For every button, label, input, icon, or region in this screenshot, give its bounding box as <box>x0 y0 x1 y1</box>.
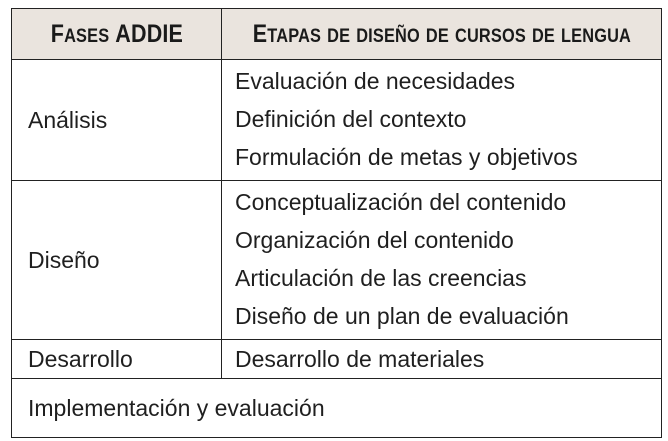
addie-phases-table <box>11 8 662 438</box>
stage-item: Definición del contexto <box>235 106 467 132</box>
stage-item: Articulación de las creencias <box>235 265 527 291</box>
stage-item: Diseño de un plan de evaluación <box>235 303 569 329</box>
stages-desarrollo <box>222 340 662 379</box>
stage-item: Organización del contenido <box>235 227 514 253</box>
stage-item: Evaluación de necesidades <box>235 68 516 94</box>
table-row-implementacion <box>12 379 662 438</box>
table-row-analisis <box>12 60 662 181</box>
header-fases-addie: FASES ADDIE <box>12 9 222 60</box>
stages-analisis <box>222 60 662 181</box>
phase-desarrollo: Desarrollo <box>12 340 222 379</box>
header-etapas-diseno: ETAPAS DE DISEÑO DE CURSOS DE LENGUA <box>222 9 662 60</box>
table-header-row <box>12 9 662 60</box>
table-row-desarrollo <box>12 340 662 379</box>
stage-item: Desarrollo de materiales <box>235 346 485 372</box>
phase-diseno: Diseño <box>12 181 222 340</box>
phase-implementacion-evaluacion: Implementación y evaluación <box>12 379 662 438</box>
stage-item: Formulación de metas y objetivos <box>235 144 578 170</box>
phase-analisis: Análisis <box>12 60 222 181</box>
stages-diseno <box>222 181 662 340</box>
table-row-diseno <box>12 181 662 340</box>
stage-item: Conceptualización del contenido <box>235 189 567 215</box>
